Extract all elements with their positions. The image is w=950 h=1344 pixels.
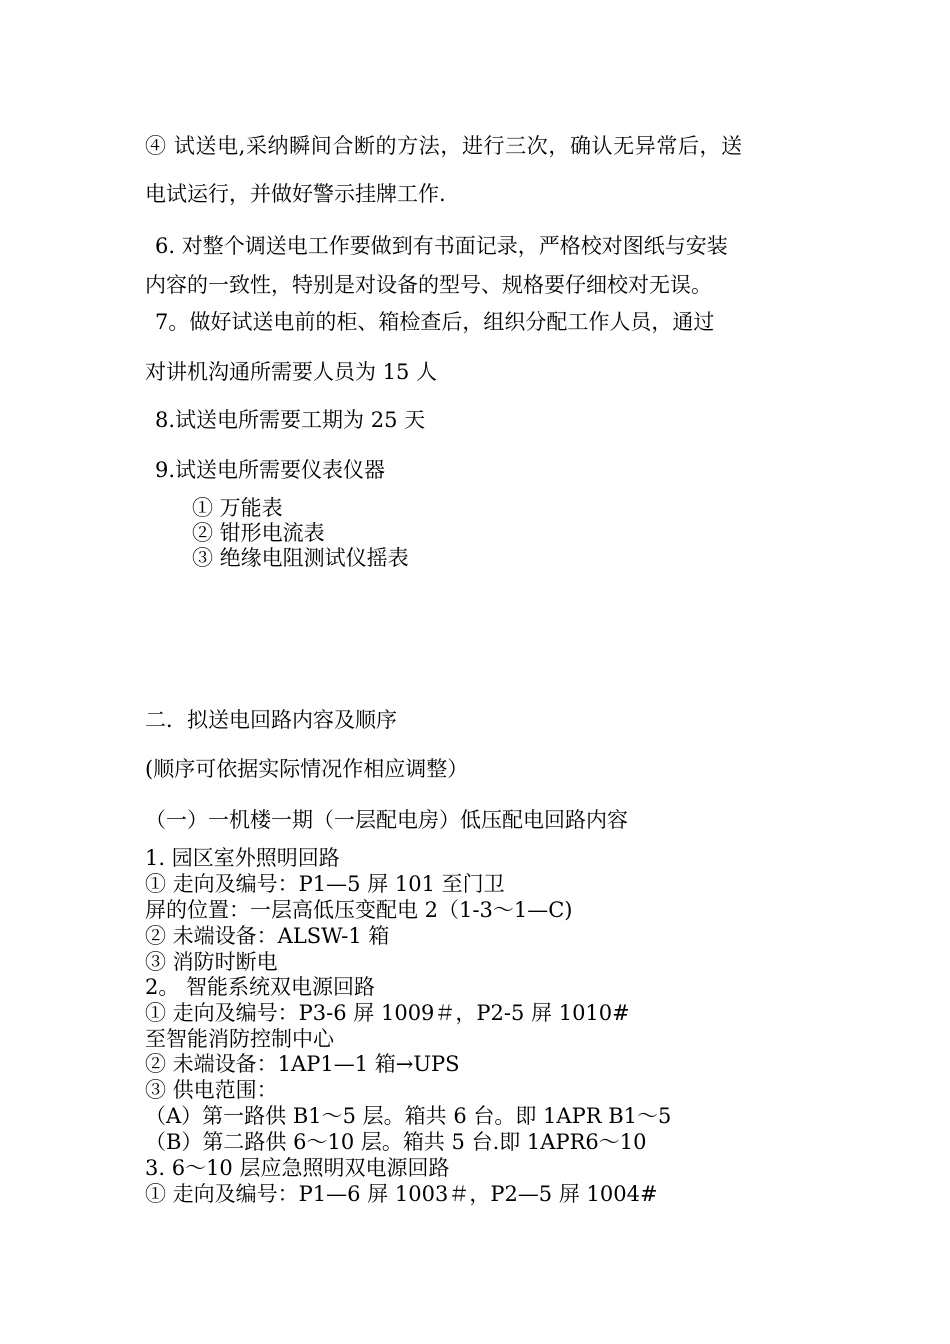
list-item: ① 万能表: [192, 496, 283, 520]
text-line: 1. 园区室外照明回路: [145, 846, 340, 870]
text-line: ① 走向及编号：P3-6 屏 1009＃，P2-5 屏 1010#: [145, 1001, 630, 1025]
text-line: 至智能消防控制中心: [145, 1027, 334, 1051]
text-line: 对讲机沟通所需要人员为 15 人: [145, 360, 438, 384]
subsection-heading: （一）一机楼一期（一层配电房）低压配电回路内容: [145, 808, 628, 832]
list-item: ③ 绝缘电阻测试仪摇表: [192, 546, 409, 570]
text-line: ② 未端设备：1AP1—1 箱→UPS: [145, 1052, 460, 1076]
text-line: ③ 供电范围：: [145, 1078, 278, 1102]
text-line: ② 未端设备：ALSW-1 箱: [145, 924, 390, 948]
text-line: ① 走向及编号：P1—6 屏 1003＃，P2—5 屏 1004#: [145, 1182, 658, 1206]
text-line: 3. 6～10 层应急照明双电源回路: [145, 1156, 450, 1180]
text-line: 屏的位置：一层高低压变配电 2（1-3～1—C): [145, 898, 573, 922]
text-line: （A）第一路供 B1～5 层。箱共 6 台。即 1APR B1～5: [145, 1104, 672, 1128]
section-note: (顺序可依据实际情况作相应调整）: [145, 757, 469, 781]
text-line: 8.试送电所需要工期为 25 天: [155, 408, 426, 432]
list-item: ② 钳形电流表: [192, 521, 325, 545]
text-line: 9.试送电所需要仪表仪器: [155, 458, 386, 482]
text-line: 电试运行，并做好警示挂牌工作.: [145, 182, 446, 206]
text-line: ④ 试送电,采纳瞬间合断的方法，进行三次，确认无异常后，送: [145, 134, 743, 158]
text-line: 内容的一致性，特别是对设备的型号、规格要仔细校对无误。: [145, 273, 712, 297]
text-line: 7。做好试送电前的柜、箱检查后，组织分配工作人员，通过: [155, 310, 715, 334]
text-line: 6. 对整个调送电工作要做到有书面记录，严格校对图纸与安装: [155, 234, 728, 258]
text-line: ① 走向及编号：P1—5 屏 101 至门卫: [145, 872, 505, 896]
text-line: （B）第二路供 6～10 层。箱共 5 台.即 1APR6～10: [145, 1130, 647, 1154]
text-line: 2。 智能系统双电源回路: [145, 975, 376, 999]
section-heading: 二．拟送电回路内容及顺序: [145, 708, 397, 732]
text-line: ③ 消防时断电: [145, 950, 278, 974]
